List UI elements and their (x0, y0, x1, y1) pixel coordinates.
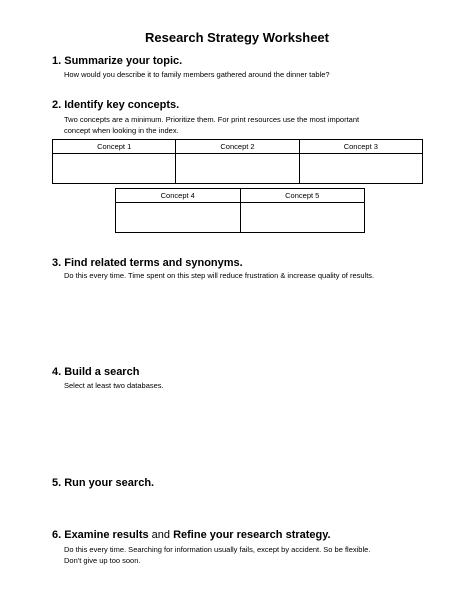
concept-1-label: Concept 1 (53, 140, 176, 154)
section-6-heading-connector: and (148, 529, 174, 541)
concept-3-label: Concept 3 (299, 140, 422, 154)
section-3-heading: 3. Find related terms and synonyms. (52, 257, 243, 269)
concept-header-row (116, 189, 365, 203)
section-6-description-line-1: Do this every time. Searching for information usually fails, except by accident. So be flexible. (64, 545, 371, 554)
concept-4-label: Concept 4 (116, 189, 241, 203)
concept-2-label: Concept 2 (176, 140, 299, 154)
page-title: Research Strategy Worksheet (144, 30, 329, 45)
concept-2-entry[interactable] (176, 154, 299, 184)
section-1-description: How would you describe it to family members gathered around the dinner table? (64, 70, 330, 79)
section-6-heading-part-1: 6. Examine results (52, 529, 149, 541)
section-2-heading: 2. Identify key concepts. (52, 99, 180, 111)
section-2-description-line-2: concept when looking in the index. (64, 126, 179, 135)
section-6-description-line-2: Don't give up too soon. (64, 556, 141, 565)
section-4-heading: 4. Build a search (52, 366, 140, 378)
concept-1-entry[interactable] (53, 154, 176, 184)
concept-table-bottom (115, 188, 365, 233)
section-6-heading (52, 528, 331, 542)
concept-table-top (52, 139, 423, 184)
section-5-heading: 5. Run your search. (52, 477, 155, 489)
concept-header-row (53, 140, 423, 154)
section-2-description-line-1: Two concepts are a minimum. Prioritize them. For print resources use the most important (64, 115, 360, 124)
concept-5-label: Concept 5 (240, 189, 365, 203)
section-6-heading-part-2: Refine your research strategy. (173, 529, 331, 541)
section-4-description: Select at least two databases. (64, 381, 164, 390)
concept-entry-row (53, 154, 423, 184)
section-3-description: Do this every time. Time spent on this step will reduce frustration & increase quality of results. (64, 271, 375, 280)
concept-5-entry[interactable] (240, 203, 365, 233)
concept-entry-row (116, 203, 365, 233)
concept-4-entry[interactable] (116, 203, 241, 233)
concept-3-entry[interactable] (299, 154, 422, 184)
section-1-heading: 1. Summarize your topic. (52, 55, 183, 67)
